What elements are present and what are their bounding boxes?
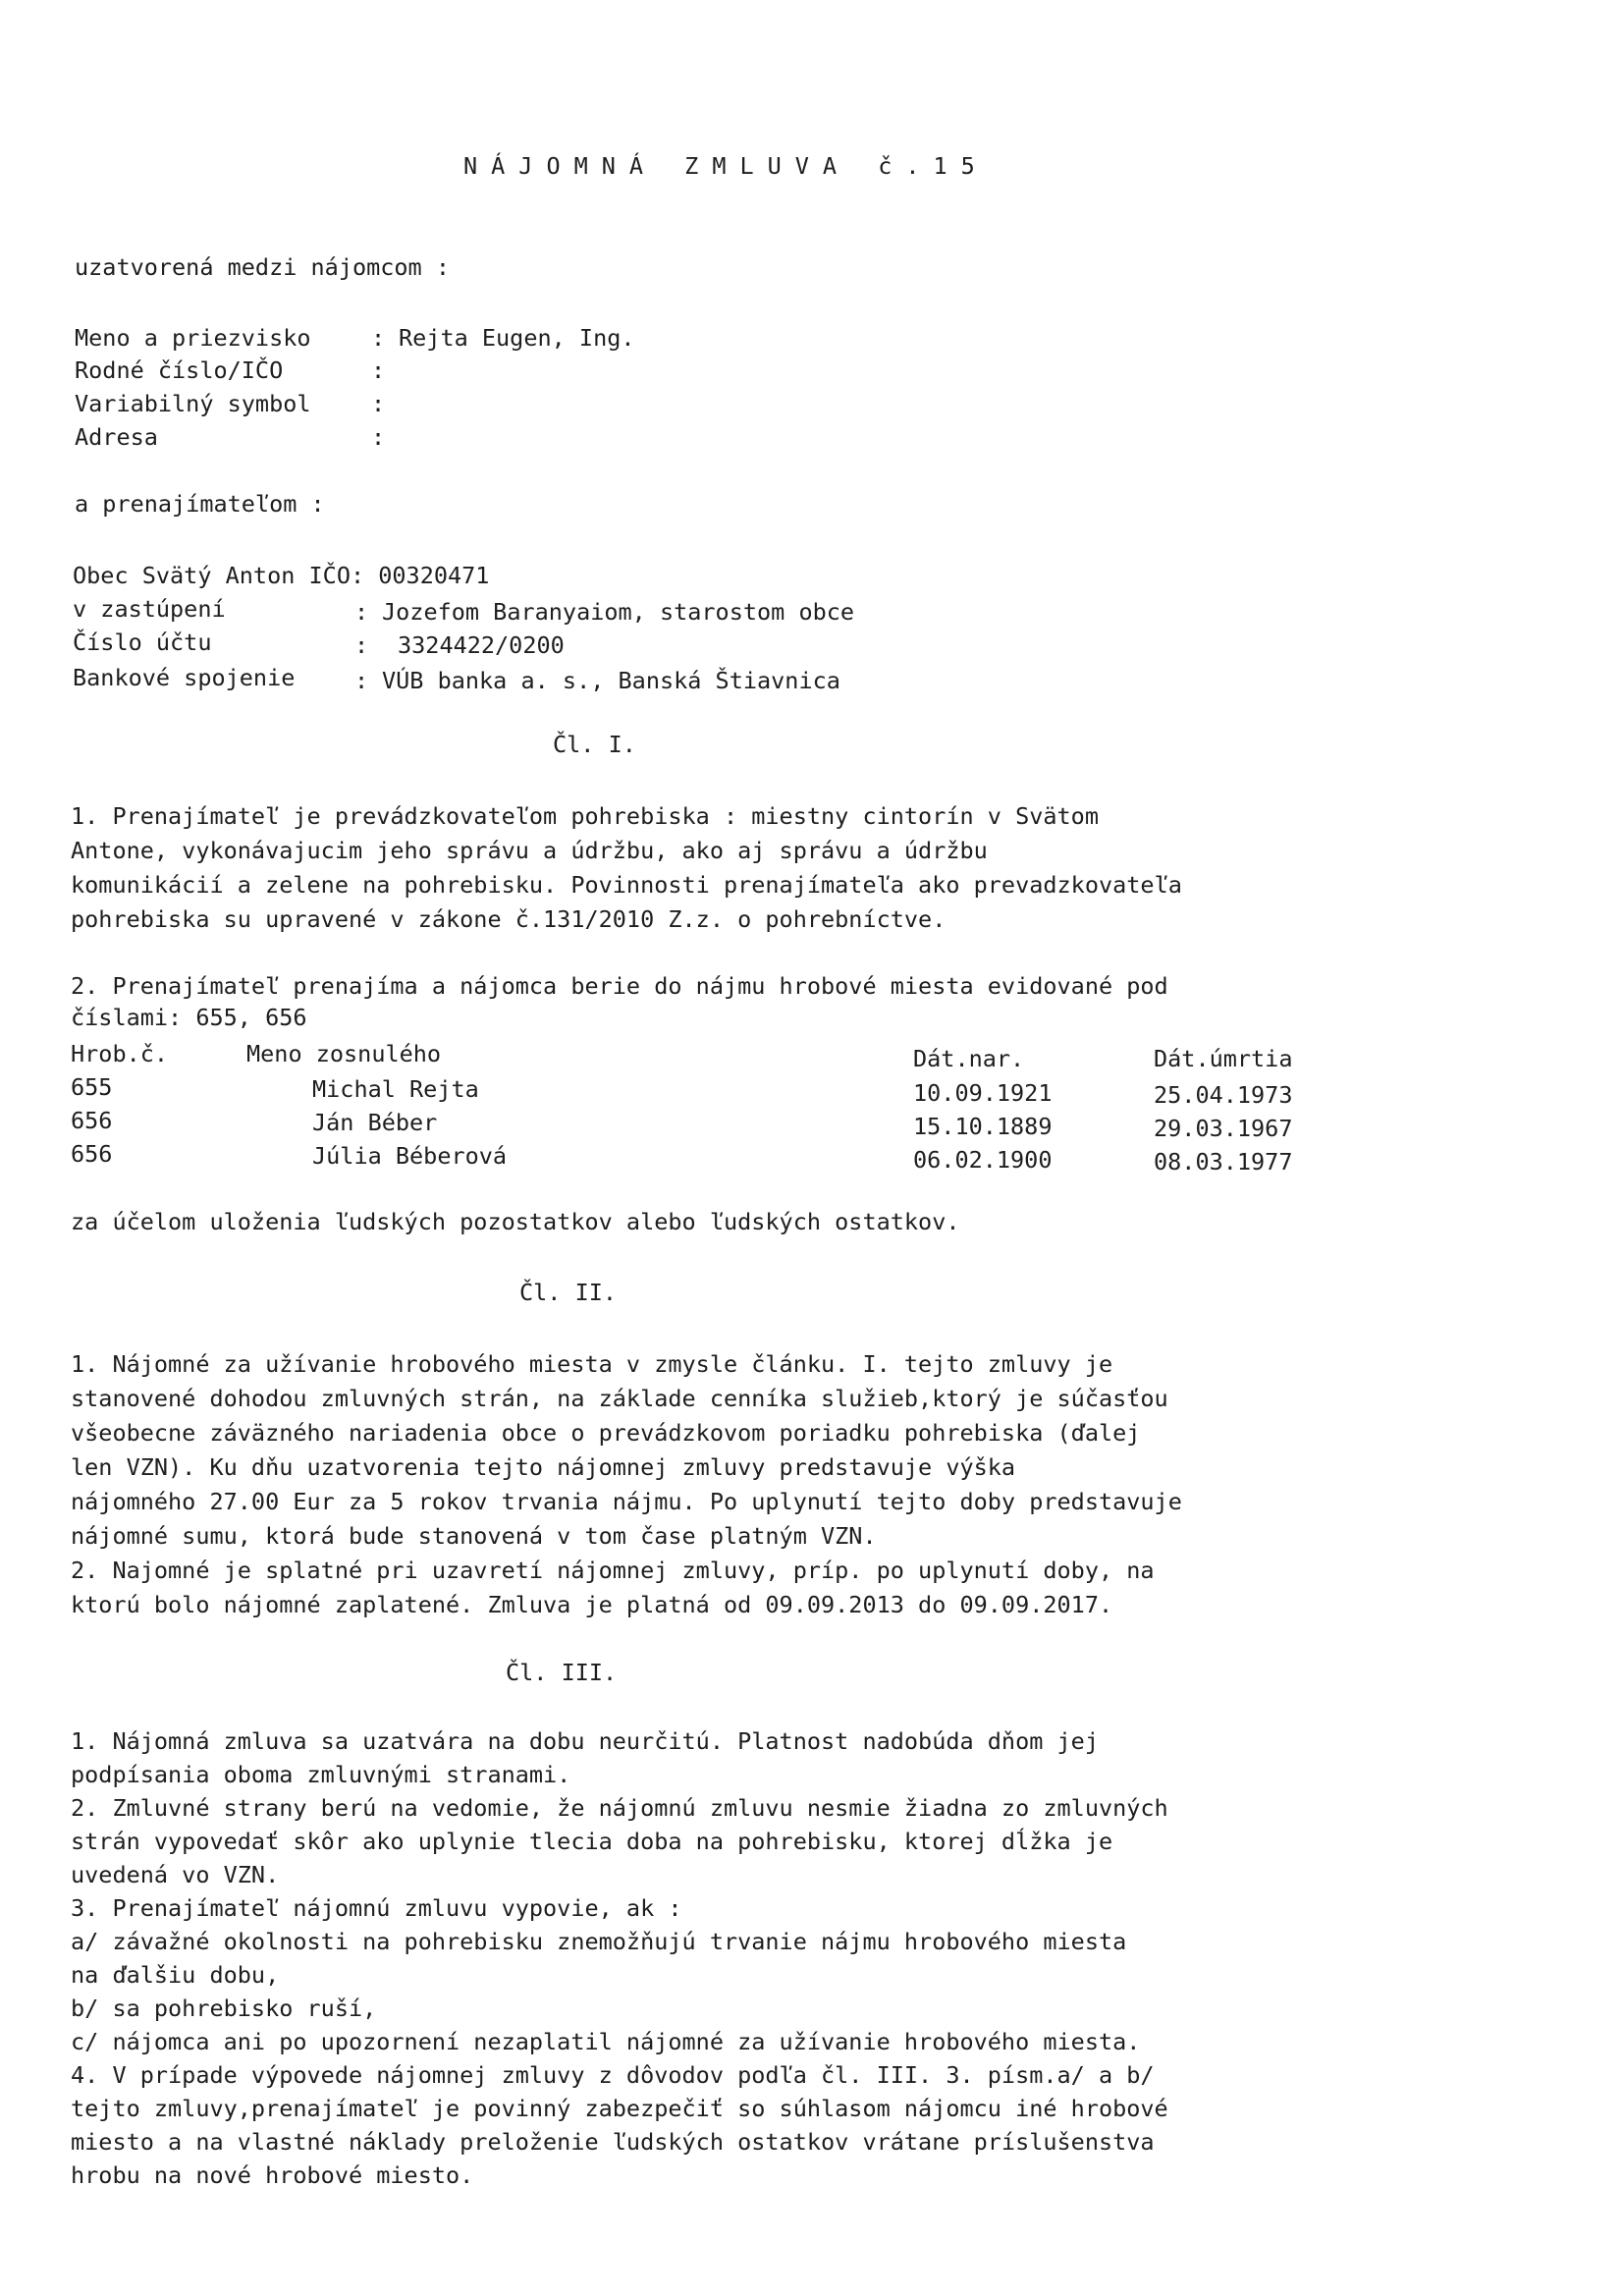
landlord-intro: a prenajímateľom : [75,490,325,518]
document-title: NÁJOMNÁ ZMLUVA č.15 [463,152,989,180]
cell-birth: 06.02.1900 [913,1146,1053,1174]
paragraph-line: komunikácií a zelene na pohrebisku. Povinnosti prenajímateľa ako prevadzkovateľa [71,871,1182,899]
paragraph-line: číslami: 655, 656 [71,1004,307,1031]
cell-death: 08.03.1977 [1154,1148,1293,1175]
paragraph-line: 2. Prenajímateľ prenajíma a nájomca berie do nájmu hrobové miesta evidované pod [71,972,1168,1000]
tenant-address-label: Adresa [75,423,158,451]
tenant-name-label: Meno a priezvisko [75,324,311,352]
header-death: Dát.úmrtia [1154,1045,1293,1072]
tenant-id-label: Rodné číslo/IČO [75,356,284,384]
paragraph-line: b/ sa pohrebisko ruší, [71,1995,377,2022]
paragraph-line: 1. Nájomná zmluva sa uzatvára na dobu neurčitú. Platnost nadobúda dňom jej [71,1727,1099,1755]
paragraph-line: 2. Najomné je splatné pri uzavretí nájomnej zmluvy, príp. po uplynutí doby, na [71,1557,1155,1584]
cell-grave-no: 656 [71,1140,113,1168]
colon: : [354,667,369,694]
paragraph-line: 1. Prenajímateľ je prevádzkovateľom pohrebiska : miestny cintorín v Svätom [71,802,1099,830]
paragraph-line: nájomné sumu, ktorá bude stanovená v tom čase platným VZN. [71,1522,877,1550]
cell-grave-no: 656 [71,1107,113,1134]
colon: : [354,598,369,626]
cell-birth: 10.09.1921 [913,1079,1053,1107]
landlord-rep-label: v zastúpení [73,595,226,623]
paragraph-line: ktorú bolo nájomné zaplatené. Zmluva je platná od 09.09.2013 do 09.09.2017. [71,1591,1113,1618]
paragraph-line: c/ nájomca ani po upozornení nezaplatil nájomné za užívanie hrobového miesta. [71,2028,1141,2055]
tenant-vs-label: Variabilný symbol [75,390,311,417]
header-grave-no: Hrob.č. [71,1040,169,1067]
intro-text: uzatvorená medzi nájomcom : [75,253,451,281]
landlord-account-value: 3324422/0200 [398,631,565,659]
cell-grave-no: 655 [71,1073,113,1101]
header-birth: Dát.nar. [913,1045,1025,1072]
paragraph-line: miesto a na vlastné náklady preloženie ľudských ostatkov vrátane príslušenstva [71,2128,1155,2156]
purpose-text: za účelom uloženia ľudských pozostatkov alebo ľudských ostatkov. [71,1208,960,1235]
cell-birth: 15.10.1889 [913,1113,1053,1140]
paragraph-line: stanovené dohodou zmluvných strán, na základe cenníka služieb,ktorý je súčasťou [71,1385,1168,1412]
colon: : [354,631,369,659]
article-1-heading: Čl. I. [553,731,636,758]
article-2-heading: Čl. II. [519,1279,618,1306]
paragraph-line: tejto zmluvy,prenajímateľ je povinný zabezpečiť so súhlasom nájomcu iné hrobové [71,2095,1168,2122]
cell-name: Júlia Béberová [312,1142,508,1170]
paragraph-line: na ďalšiu dobu, [71,1961,280,1989]
paragraph-line: všeobecne záväzného nariadenia obce o prevádzkovom poriadku pohrebiska (ďalej [71,1419,1141,1447]
colon: : [371,324,386,352]
paragraph-line: podpísania oboma zmluvnými stranami. [71,1761,571,1788]
paragraph-line: strán vypovedať skôr ako uplynie tlecia doba na pohrebisku, ktorej dĺžka je [71,1828,1113,1855]
colon: : [371,356,386,384]
cell-death: 29.03.1967 [1154,1115,1293,1142]
paragraph-line: uvedená vo VZN. [71,1861,280,1888]
paragraph-line: 3. Prenajímateľ nájomnú zmluvu vypovie, ak : [71,1894,682,1922]
paragraph-line: hrobu na nové hrobové miesto. [71,2161,474,2189]
tenant-name-value: Rejta Eugen, Ing. [399,324,635,352]
landlord-bank-value: VÚB banka a. s., Banská Štiavnica [382,667,840,694]
landlord-account-label: Číslo účtu [73,629,212,656]
header-name: Meno zosnulého [246,1040,442,1067]
colon: : [371,390,386,417]
landlord-rep-value: Jozefom Baranyaiom, starostom obce [382,598,855,626]
paragraph-line: 2. Zmluvné strany berú na vedomie, že nájomnú zmluvu nesmie žiadna zo zmluvných [71,1794,1168,1822]
paragraph-line: 1. Nájomné za užívanie hrobového miesta v zmysle článku. I. tejto zmluvy je [71,1350,1113,1378]
cell-name: Michal Rejta [312,1075,479,1103]
paragraph-line: nájomného 27.00 Eur za 5 rokov trvania nájmu. Po uplynutí tejto doby predstavuje [71,1488,1182,1515]
paragraph-line: Antone, vykonávajucim jeho správu a údržbu, ako aj správu a údržbu [71,837,988,864]
colon: : [371,423,386,451]
landlord-bank-label: Bankové spojenie [73,664,296,691]
paragraph-line: pohrebiska su upravené v zákone č.131/2010 Z.z. o pohrebníctve. [71,905,947,933]
article-3-heading: Čl. III. [506,1659,618,1686]
paragraph-line: a/ závažné okolnosti na pohrebisku znemožňujú trvanie nájmu hrobového miesta [71,1928,1127,1955]
paragraph-line: 4. V prípade výpovede nájomnej zmluvy z dôvodov podľa čl. III. 3. písm.a/ a b/ [71,2061,1155,2089]
paragraph-line: len VZN). Ku dňu uzatvorenia tejto nájomnej zmluvy predstavuje výška [71,1453,1016,1481]
landlord-line1: Obec Svätý Anton IČO: 00320471 [73,562,490,589]
cell-death: 25.04.1973 [1154,1081,1293,1109]
cell-name: Ján Béber [312,1109,438,1136]
